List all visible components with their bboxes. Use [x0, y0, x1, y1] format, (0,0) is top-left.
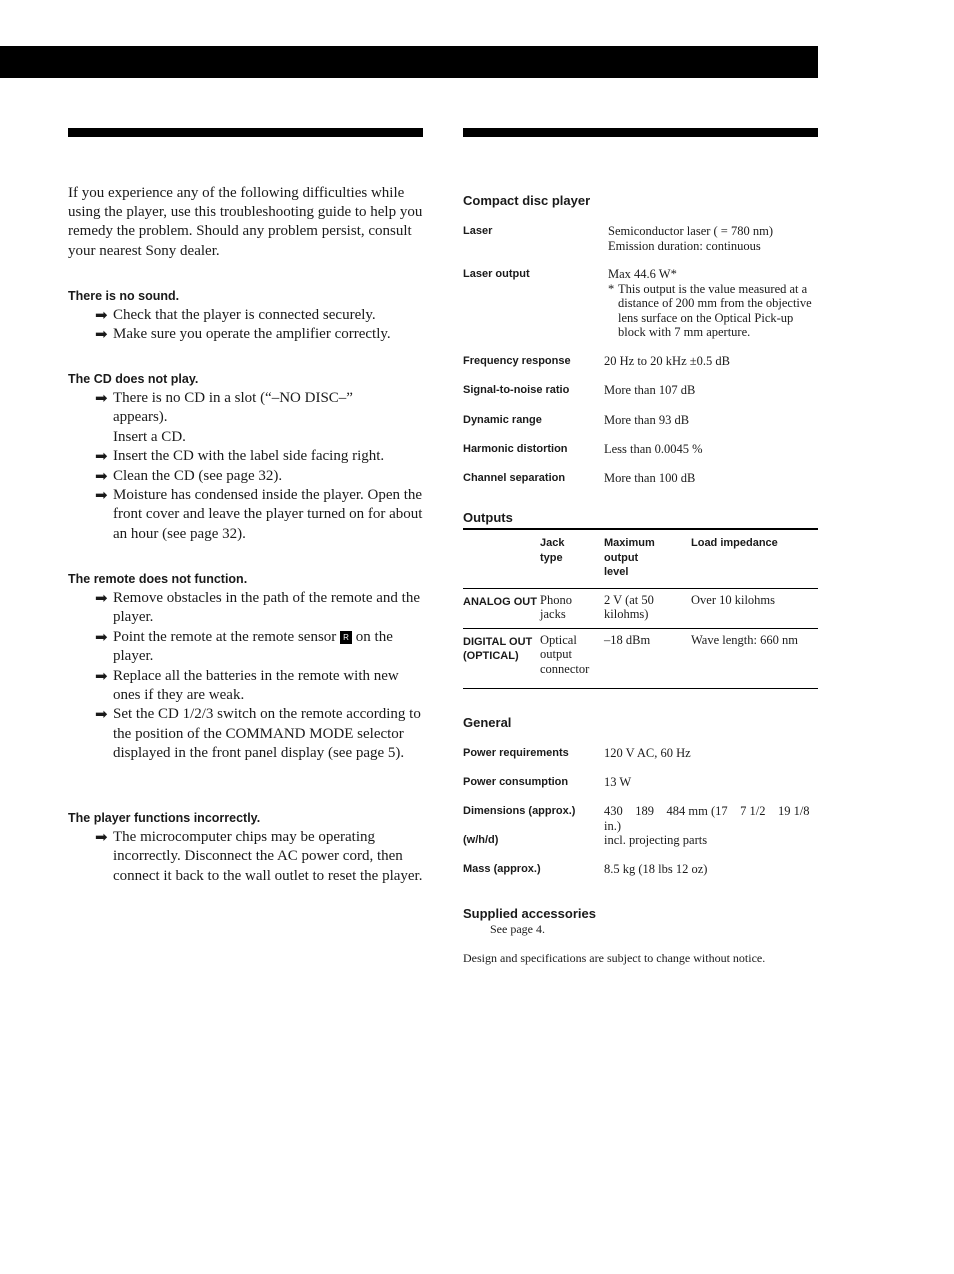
arrow-right-icon: ➡ — [95, 666, 108, 685]
problem-player-incorrect — [68, 811, 424, 886]
problem-no-sound — [68, 289, 424, 345]
problem-heading: There is no sound. — [68, 289, 180, 303]
remedy-item: ➡ Replace all the batteries in the remote with new ones if they are weak. — [95, 666, 399, 704]
remedy-item: ➡ The microcomputer chips may be operating incorrectly. Disconnect the AC power cord, then connect it back to the wall outlet to reset the player. — [95, 828, 423, 884]
remedy-item: ➡ Check that the player is connected securely. — [95, 306, 376, 324]
table-row: ANALOG OUT Phono jacks 2 V (at 50 kilohms) Over 10 kilohms — [463, 588, 818, 628]
header-bar — [0, 46, 818, 78]
table-row: DIGITAL OUT (OPTICAL) Optical output connector –18 dBm Wave length: 660 nm — [463, 628, 818, 688]
remedy-item: ➡ Moisture has condensed inside the player. Open the front cover and leave the player turned on for about an hour (see page 32). — [95, 486, 423, 542]
remote-sensor-icon: R — [340, 631, 352, 644]
arrow-right-icon: ➡ — [95, 627, 108, 646]
troubleshooting-intro: If you experience any of the following difficulties while using the player, use this troubleshooting guide to help you remedy the problem. Should any problem persist, consult your nearest Sony dealer. — [68, 185, 423, 259]
problem-heading: The remote does not function. — [68, 572, 248, 586]
right-section-rule — [463, 128, 818, 137]
problem-heading: The CD does not play. — [68, 372, 199, 386]
arrow-right-icon: ➡ — [95, 389, 108, 407]
remedy-item: ➡ Point the remote at the remote sensor R on the player. — [95, 627, 393, 665]
accessories-heading: Supplied accessories — [463, 906, 596, 921]
arrow-right-icon: ➡ — [95, 589, 108, 607]
arrow-right-icon: ➡ — [95, 466, 108, 485]
remedy-item: ➡ There is no CD in a slot (“–NO DISC–” appears). — [95, 389, 353, 426]
problem-heading: The player functions incorrectly. — [68, 811, 261, 825]
accessories-text: See page 4. — [490, 922, 545, 936]
footer-note: Design and specifications are subject to change without notice. — [463, 951, 766, 965]
problem-cd-not-play — [68, 372, 424, 544]
arrow-right-icon: ➡ — [95, 705, 108, 724]
arrow-right-icon: ➡ — [95, 325, 108, 344]
arrow-right-icon: ➡ — [95, 447, 108, 466]
arrow-right-icon: ➡ — [95, 486, 108, 505]
remedy-subtext: Insert a CD. — [113, 428, 186, 445]
remedy-item: ➡ Remove obstacles in the path of the remote and the player. — [95, 589, 420, 626]
outputs-table — [463, 528, 818, 689]
remedy-item: ➡ Make sure you operate the amplifier correctly. — [95, 325, 391, 344]
problem-remote-not-function — [68, 572, 424, 764]
left-section-rule — [68, 128, 423, 137]
remedy-item: ➡ Insert the CD with the label side facing right. — [95, 447, 385, 466]
remedy-item: ➡ Set the CD 1/2/3 switch on the remote according to the position of the COMMAND MODE selector displayed in the front panel display (see page 5). — [95, 705, 421, 762]
cd-player-heading: Compact disc player — [463, 193, 591, 208]
remedy-item: ➡ Clean the CD (see page 32). — [95, 466, 283, 485]
table-header-row: Jack type Maximum output level Load impedance — [463, 529, 818, 588]
outputs-heading: Outputs — [463, 510, 513, 525]
arrow-right-icon: ➡ — [95, 306, 108, 324]
arrow-right-icon: ➡ — [95, 828, 108, 846]
troubleshooting-column — [68, 184, 424, 884]
general-heading: General — [463, 715, 512, 730]
